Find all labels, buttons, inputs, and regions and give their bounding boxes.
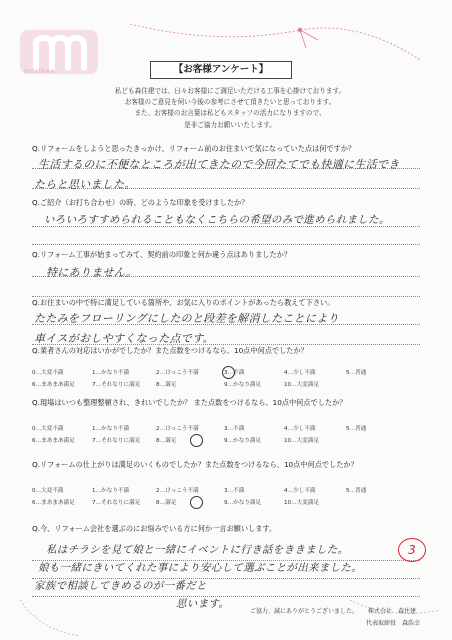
representative: 代表取締役 森浩幸 (366, 620, 421, 627)
handwritten-answer-8c: 家族で相談してきめるのが一番だと (34, 580, 207, 592)
rating-option: 4…少し不満 (284, 370, 316, 376)
rating-option: 9…かなり満足 (224, 500, 262, 506)
rating-option: 7…それなりに満足 (92, 500, 141, 506)
question-1: Q.リフォームをしようと思ったきっかけ、リフォーム前のお住まいで気になっていた点は何ですか？ (32, 144, 356, 153)
intro-line-3: また、お客様のお言葉は私どもスタッフの活力になりますので、 (134, 109, 326, 118)
intro-line-2: お客様のご意見を伺い今後の参考にさせて頂きたいと思っております。 (124, 98, 336, 107)
rating-option: 8…満足 (156, 438, 177, 444)
handwritten-answer-4a: たたみをフローリングにしたのと段差を解消したことにより (34, 312, 339, 325)
rating-option: 1…かなり不満 (92, 370, 130, 376)
rating-option: 5…普通 (346, 370, 367, 376)
rating-option: 8…満足 (156, 500, 177, 506)
thanks-text: ご協力、誠にありがとうございました。 (250, 608, 359, 615)
rating-option: 0…大変不満 (32, 370, 64, 376)
rating-option: 1…かなり不満 (92, 488, 130, 494)
rating-option: 0…大変不満 (32, 488, 64, 494)
rating-option: 5…普通 (346, 426, 367, 432)
rating-option: 9…かなり満足 (224, 382, 262, 388)
handwritten-answer-1a: 生活するのに不便なところが出てきたので今回たてでも快適に生活でき (38, 158, 400, 171)
handwritten-answer-8b: 娘も一緒にきいてくれた事により安心して選ぶことが出来ました。 (38, 562, 362, 574)
rating-scale-7 (32, 486, 412, 510)
handwritten-answer-2: いろいろすすめられることもなくこちらの希望のみで進められました。 (44, 214, 390, 226)
handwritten-answer-4b: 車イスがおしやすくなった点です。 (34, 332, 214, 345)
company-name: 株式会社 森住建 (368, 608, 417, 615)
intro-line-4: 是非ご協力お願いいたします。 (184, 120, 276, 129)
rating-option: 3…不満 (224, 370, 245, 376)
answer-line (32, 296, 420, 297)
handwritten-answer-8a: 私はチラシを見て娘と一緒にイベントに行き話をききました。 (46, 544, 349, 556)
rating-option: 4…少し不満 (284, 426, 316, 432)
rating-option: 5…普通 (346, 488, 367, 494)
logo-wordmark: moriken (24, 68, 56, 75)
rating-option: 3…不満 (224, 488, 245, 494)
handwritten-answer-8d: 思います。 (176, 598, 230, 610)
rating-scale-6 (32, 424, 412, 448)
rating-option: 1…かなり不満 (92, 426, 130, 432)
selected-rating-mark-5 (222, 366, 235, 379)
rating-option: 0…大変不満 (32, 426, 64, 432)
rating-option: 6…まあまあ満足 (32, 382, 75, 388)
selected-rating-mark-6 (190, 434, 203, 447)
rating-option: 6…まあまあ満足 (32, 438, 75, 444)
rating-option: 6…まあまあ満足 (32, 500, 75, 506)
question-5: Q.業者さんの対応はいかがでしたか？また点数をつけるなら、10点中何点でしたか？ (32, 346, 308, 355)
rating-option: 2…けっこう不満 (156, 370, 199, 376)
question-7: Q.リフォームの仕上がりは満足のいくものでしたか？また点数をつけるなら、10点中何点でしたか？ (32, 460, 358, 469)
rating-option: 7…それなりに満足 (92, 382, 141, 388)
question-6: Q.現場はいつも整理整頓され、きれいでしたか？ また点数をつけるなら、10点中何点でしたか？ (32, 398, 347, 407)
rating-option: 8…満足 (156, 382, 177, 388)
question-8: Q.今、リフォーム会社を選ぶのにお悩みでいる方に何か一言お願いします。 (32, 524, 277, 533)
intro-line-1: 私ども森住建では、日々お客様にご満足いただける工事を心掛けております。 (114, 87, 346, 95)
rating-option: 7…それなりに満足 (92, 438, 141, 444)
rating-option: 10…大変満足 (284, 438, 320, 444)
intro-text (60, 86, 400, 131)
handwritten-answer-3: 特にありません。 (46, 266, 138, 279)
rating-option: 3…不満 (224, 426, 245, 432)
answer-line (32, 244, 420, 245)
question-3: Q.リフォーム工事が始まってみて、契約前の印象と何か違う点はありましたか？ (32, 250, 292, 259)
selected-rating-mark-7 (190, 496, 203, 509)
rating-option: 4…少し不満 (284, 488, 316, 494)
rating-option: 10…大変満足 (284, 500, 320, 506)
rating-option: 9…かなり満足 (224, 438, 262, 444)
rating-option: 2…けっこう不満 (156, 426, 199, 432)
page-number-mark: 3 (398, 538, 426, 562)
rating-option: 2…けっこう不満 (156, 488, 199, 494)
question-4: Q.お住まいの中で特に満足している箇所や、お気に入りのポイントがあったら教えて下さい。 (32, 298, 335, 307)
handwritten-answer-1b: たらと思いました。 (34, 178, 136, 191)
survey-title: 【お客様アンケート】 (150, 61, 292, 79)
rating-option: 10…大変満足 (284, 382, 320, 388)
question-2: Q.ご紹介（お打ち合わせ）の時、どのような印象を受けましたか？ (32, 198, 249, 207)
